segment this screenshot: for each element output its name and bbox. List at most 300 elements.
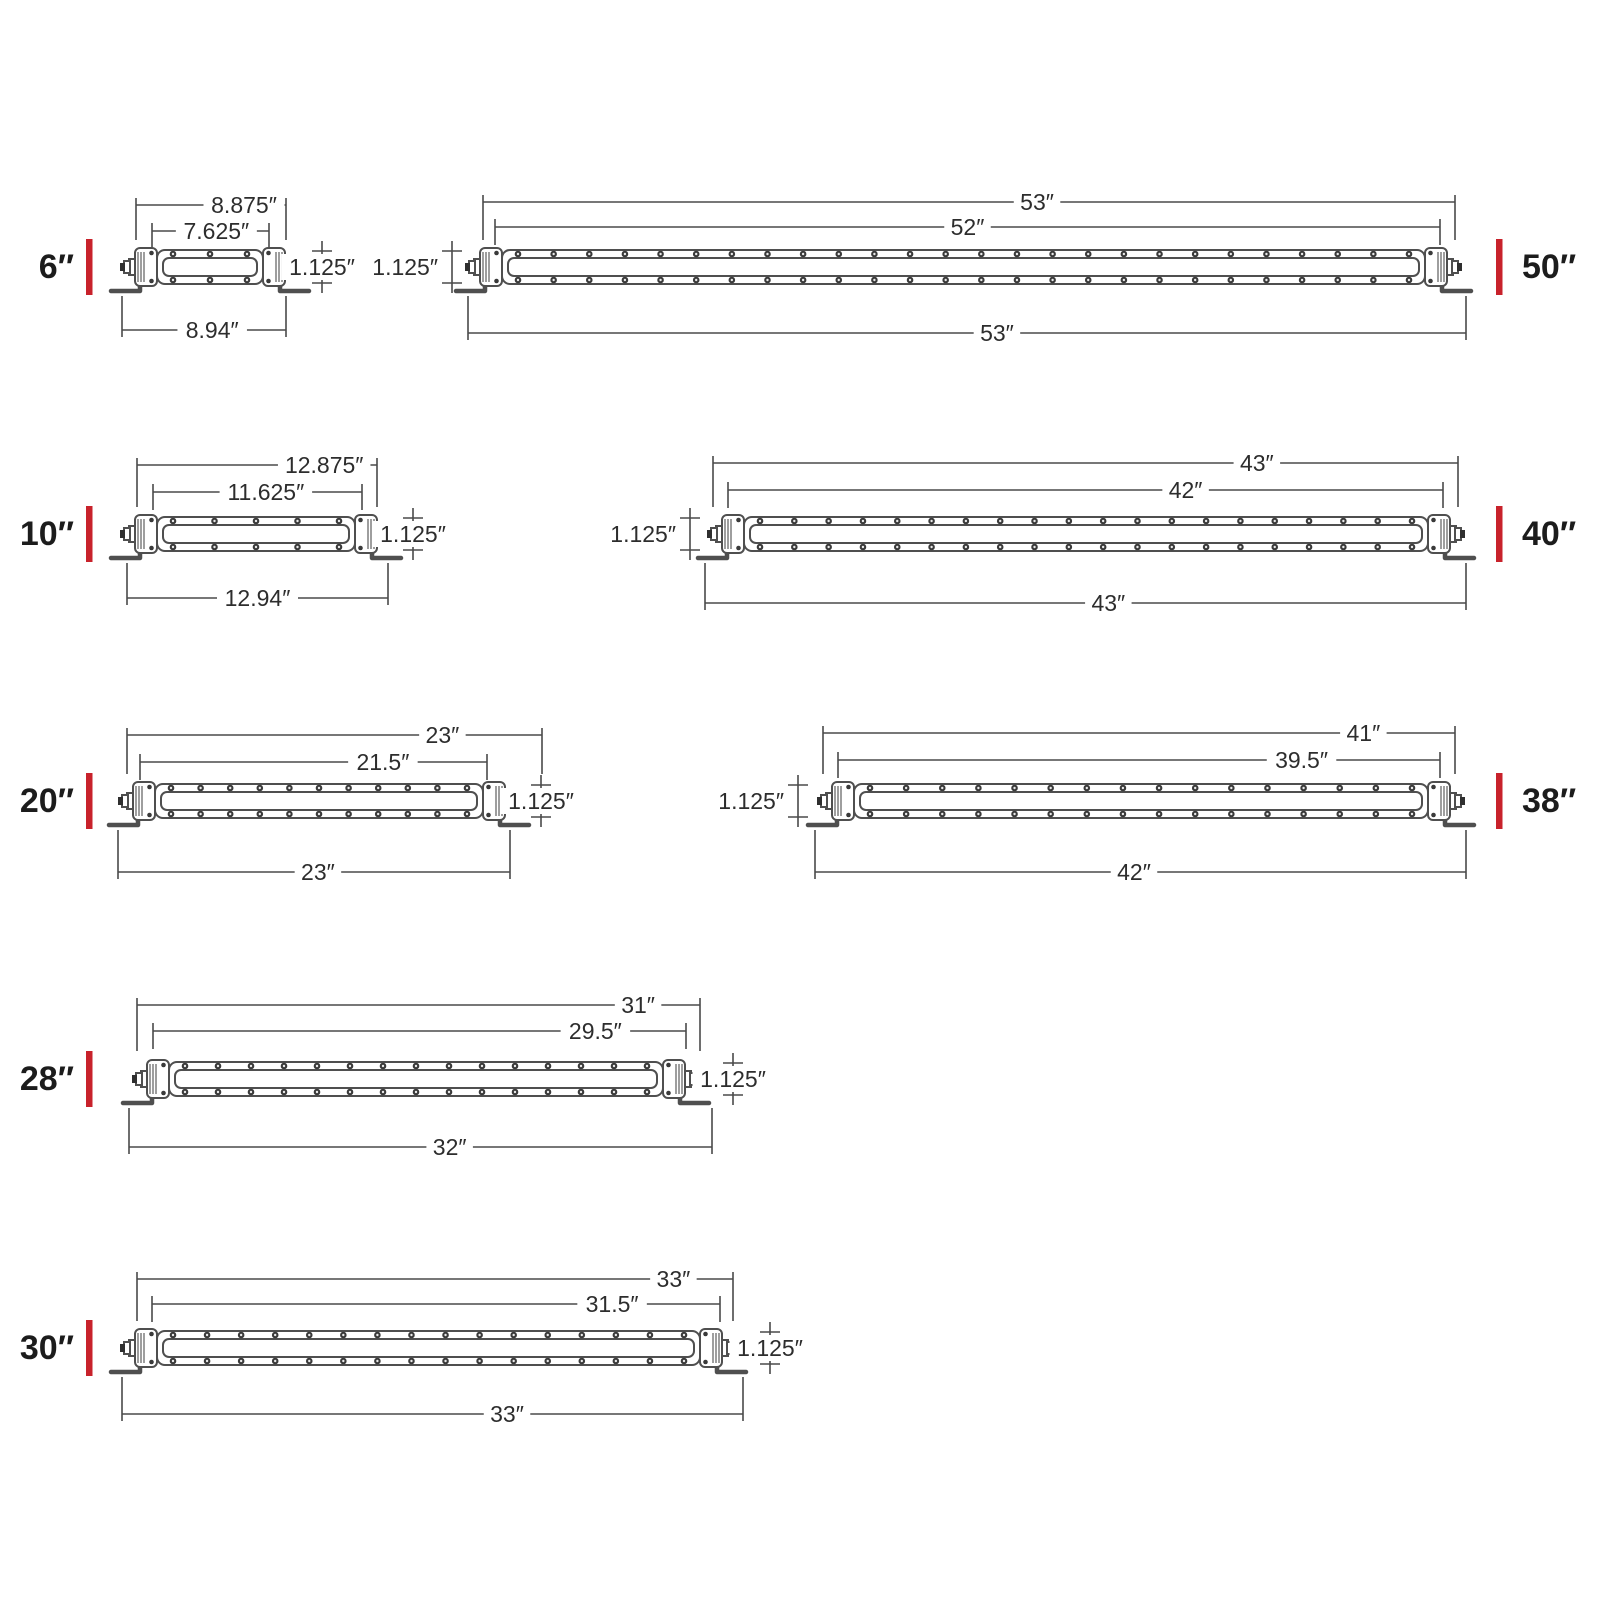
rail-screw-center — [410, 1334, 412, 1336]
cap-bolt — [666, 1091, 671, 1096]
rail-screw-center — [415, 1065, 417, 1067]
rail-screw-center — [283, 1091, 285, 1093]
cap-bolt — [486, 813, 491, 818]
lightbar-group-28in — [20, 992, 774, 1160]
rail-screw-center — [172, 546, 174, 548]
dim-label: 8.94″ — [185, 317, 239, 343]
rail-screw-center — [296, 520, 298, 522]
rail-screw-center — [229, 813, 231, 815]
rail-screw-center — [410, 1360, 412, 1362]
rail-screw-center — [349, 1091, 351, 1093]
rail-screw-center — [466, 813, 468, 815]
cap-bolt — [149, 251, 154, 256]
dim-label: 32″ — [432, 1134, 467, 1160]
rail-screw-center — [1301, 279, 1303, 281]
red-size-marker — [86, 239, 93, 295]
rail-screw-center — [448, 1091, 450, 1093]
rail-screw-center — [999, 546, 1001, 548]
dim-label: 8.875″ — [211, 192, 277, 218]
rail-screw-center — [213, 520, 215, 522]
rail-screw-center — [199, 813, 201, 815]
rail-screw-center — [1158, 787, 1160, 789]
rail-screw-center — [250, 1091, 252, 1093]
rail-screw-center — [581, 1334, 583, 1336]
rail-screw-center — [338, 520, 340, 522]
rail-screw-center — [250, 1065, 252, 1067]
dim-label: 21.5″ — [356, 749, 410, 775]
rail-screw-center — [259, 787, 261, 789]
cap-bolt — [486, 785, 491, 790]
rail-screw-center — [896, 546, 898, 548]
size-label: 40″ — [1522, 515, 1577, 553]
cap-bolt — [149, 546, 154, 551]
cap-bolt — [149, 1360, 154, 1365]
cap-bolt — [1428, 279, 1433, 284]
rail-screw-center — [172, 279, 174, 281]
rail-screw-center — [274, 1360, 276, 1362]
rail-screw-center — [965, 546, 967, 548]
rail-screw-center — [1122, 813, 1124, 815]
rail-screw-center — [838, 253, 840, 255]
lightbar-group-6in — [39, 192, 363, 343]
rail-screw-center — [659, 279, 661, 281]
lightbar-group-20in — [20, 722, 582, 885]
cap-bolt — [161, 1063, 166, 1068]
rail-screw-center — [1158, 279, 1160, 281]
cap-bolt — [666, 1063, 671, 1068]
rail-screw-center — [1016, 279, 1018, 281]
rail-screw-center — [944, 279, 946, 281]
rail-screw-center — [172, 1334, 174, 1336]
rail-screw-center — [213, 546, 215, 548]
rail-screw-center — [1375, 813, 1377, 815]
rail-screw-center — [1087, 253, 1089, 255]
rail-screw-center — [1230, 253, 1232, 255]
rail-screw-center — [246, 279, 248, 281]
rail-screw-center — [731, 253, 733, 255]
end-connector-tip — [118, 797, 123, 805]
rail-screw-center — [436, 813, 438, 815]
rail-screw-center — [255, 520, 257, 522]
rail-screw-center — [683, 1334, 685, 1336]
rail-screw-center — [209, 279, 211, 281]
rail-screw-center — [1013, 813, 1015, 815]
rail-screw-center — [547, 1091, 549, 1093]
rail-screw-center — [512, 1334, 514, 1336]
cap-bolt — [1431, 785, 1436, 790]
rail-screw-center — [1376, 546, 1378, 548]
cap-bolt — [266, 279, 271, 284]
cap-bolt — [149, 279, 154, 284]
rail-screw-center — [288, 787, 290, 789]
dim-label: 39.5″ — [1275, 747, 1329, 773]
bar-lens — [175, 1070, 657, 1088]
rail-screw-center — [478, 1334, 480, 1336]
rail-screw-center — [552, 279, 554, 281]
dim-label: 23″ — [425, 722, 460, 748]
rail-screw-center — [977, 787, 979, 789]
rail-screw-center — [547, 1360, 549, 1362]
bar-lens — [163, 525, 349, 543]
rail-screw-center — [649, 1334, 651, 1336]
red-size-marker — [1496, 773, 1503, 829]
cap-bolt — [1431, 813, 1436, 818]
rail-screw-center — [229, 787, 231, 789]
rail-screw-center — [209, 253, 211, 255]
dim-label: 12.875″ — [284, 452, 364, 478]
rail-screw-center — [1171, 520, 1173, 522]
rail-screw-center — [802, 279, 804, 281]
rail-screw-center — [615, 1360, 617, 1362]
rail-screw-center — [199, 787, 201, 789]
rail-screw-center — [407, 813, 409, 815]
rail-screw-center — [316, 1065, 318, 1067]
cap-bolt — [736, 518, 741, 523]
size-label: 10″ — [19, 515, 74, 553]
size-label: 38″ — [1522, 782, 1577, 820]
rail-screw-center — [1337, 279, 1339, 281]
dim-label: 53″ — [1020, 189, 1054, 215]
lightbar-group-38in — [703, 720, 1576, 885]
height-dim-label: 1.125″ — [718, 788, 784, 814]
rail-screw-center — [624, 253, 626, 255]
cap-bolt — [846, 785, 851, 790]
rail-screw-center — [1194, 253, 1196, 255]
cap-bolt — [736, 546, 741, 551]
rail-screw-center — [1033, 520, 1035, 522]
rail-screw-center — [274, 1334, 276, 1336]
rail-screw-center — [613, 1091, 615, 1093]
rail-screw-center — [1049, 813, 1051, 815]
dim-label: 31″ — [621, 992, 655, 1018]
rail-screw-center — [382, 1065, 384, 1067]
rail-screw-center — [206, 1360, 208, 1362]
rail-screw-center — [624, 279, 626, 281]
rail-screw-center — [1411, 520, 1413, 522]
rail-screw-center — [827, 546, 829, 548]
rail-screw-center — [905, 787, 907, 789]
rail-screw-center — [415, 1091, 417, 1093]
rail-screw-center — [1086, 787, 1088, 789]
rail-screw-center — [862, 520, 864, 522]
rail-screw-center — [478, 1360, 480, 1362]
rail-screw-center — [1274, 546, 1276, 548]
rail-screw-center — [1266, 787, 1268, 789]
rail-screw-center — [580, 1091, 582, 1093]
rail-screw-center — [259, 813, 261, 815]
dim-label: 31.5″ — [585, 1291, 639, 1317]
rail-screw-center — [1239, 520, 1241, 522]
rail-screw-center — [649, 1360, 651, 1362]
rail-screw-center — [517, 279, 519, 281]
rail-screw-center — [646, 1065, 648, 1067]
rail-screw-center — [448, 1065, 450, 1067]
rail-screw-center — [1087, 279, 1089, 281]
rail-screw-center — [873, 279, 875, 281]
rail-screw-center — [944, 253, 946, 255]
rail-screw-center — [318, 787, 320, 789]
rail-screw-center — [1411, 813, 1413, 815]
rail-screw-center — [1194, 813, 1196, 815]
rail-screw-center — [759, 520, 761, 522]
height-dim-label: 1.125″ — [372, 254, 438, 280]
rail-screw-center — [1158, 253, 1160, 255]
cap-bolt — [1428, 251, 1433, 256]
rail-screw-center — [517, 253, 519, 255]
dim-label: 42″ — [1117, 859, 1151, 885]
rail-screw-center — [1408, 279, 1410, 281]
dim-label: 42″ — [1168, 477, 1203, 503]
rail-screw-center — [296, 546, 298, 548]
rail-screw-center — [342, 1334, 344, 1336]
cap-bolt — [358, 518, 363, 523]
bar-lens — [750, 525, 1422, 543]
rail-screw-center — [793, 546, 795, 548]
rail-screw-center — [217, 1065, 219, 1067]
height-dim-label: 1.125″ — [508, 788, 574, 814]
rail-screw-center — [1194, 787, 1196, 789]
size-label: 28″ — [19, 1060, 74, 1098]
rail-screw-center — [1049, 787, 1051, 789]
rail-screw-center — [1013, 787, 1015, 789]
rail-screw-center — [1266, 813, 1268, 815]
rail-screw-center — [184, 1065, 186, 1067]
height-dim-label: 1.125″ — [380, 521, 446, 547]
end-connector-tip — [1460, 530, 1465, 538]
dim-label: 43″ — [1239, 450, 1274, 476]
rail-screw-center — [695, 279, 697, 281]
rail-screw-center — [580, 1065, 582, 1067]
rail-screw-center — [1205, 546, 1207, 548]
rail-screw-center — [338, 546, 340, 548]
cap-bolt — [161, 1091, 166, 1096]
red-size-marker — [86, 506, 93, 562]
rail-screw-center — [1051, 253, 1053, 255]
rail-screw-center — [905, 813, 907, 815]
rail-screw-center — [869, 813, 871, 815]
lightbar-group-30in — [20, 1266, 811, 1427]
dim-label: 52″ — [950, 214, 985, 240]
dim-label: 53″ — [980, 320, 1014, 346]
rail-screw-center — [980, 253, 982, 255]
dim-label: 33″ — [656, 1266, 691, 1292]
rail-screw-center — [376, 1360, 378, 1362]
rail-screw-center — [1230, 279, 1232, 281]
rail-screw-center — [347, 813, 349, 815]
rail-screw-center — [1376, 520, 1378, 522]
rail-screw-center — [407, 787, 409, 789]
height-dim-label: 1.125″ — [737, 1335, 803, 1361]
rail-screw-center — [206, 1334, 208, 1336]
end-connector-tip — [1460, 797, 1465, 805]
cap-bolt — [266, 251, 271, 256]
dim-label: 12.94″ — [224, 585, 291, 611]
dim-label: 43″ — [1091, 590, 1126, 616]
rail-screw-center — [172, 253, 174, 255]
rail-screw-center — [547, 1065, 549, 1067]
rail-screw-center — [613, 1065, 615, 1067]
rail-screw-center — [999, 520, 1001, 522]
rail-screw-center — [444, 1360, 446, 1362]
rail-screw-center — [941, 813, 943, 815]
rail-screw-center — [1265, 253, 1267, 255]
rail-screw-center — [316, 1091, 318, 1093]
dim-label: 23″ — [301, 859, 335, 885]
rail-screw-center — [1372, 279, 1374, 281]
end-connector-tip — [1457, 263, 1462, 271]
red-size-marker — [1496, 239, 1503, 295]
rail-screw-center — [1408, 253, 1410, 255]
rail-screw-center — [862, 546, 864, 548]
rail-screw-center — [444, 1334, 446, 1336]
rail-screw-center — [172, 520, 174, 522]
rail-screw-center — [1205, 520, 1207, 522]
rail-screw-center — [376, 1334, 378, 1336]
rail-screw-center — [980, 279, 982, 281]
bar-lens — [860, 792, 1422, 810]
rail-screw-center — [512, 1360, 514, 1362]
rail-screw-center — [1308, 546, 1310, 548]
rail-screw-center — [1337, 253, 1339, 255]
rail-screw-center — [547, 1334, 549, 1336]
rail-screw-center — [1051, 279, 1053, 281]
rail-screw-center — [1411, 787, 1413, 789]
rail-screw-center — [1171, 546, 1173, 548]
cap-bolt — [494, 279, 499, 284]
rail-screw-center — [1339, 787, 1341, 789]
red-size-marker — [86, 1320, 93, 1376]
rail-screw-center — [588, 253, 590, 255]
size-label: 30″ — [19, 1329, 74, 1367]
rail-screw-center — [1239, 546, 1241, 548]
rail-screw-center — [184, 1091, 186, 1093]
rail-screw-center — [246, 253, 248, 255]
rail-screw-center — [436, 787, 438, 789]
cap-bolt — [147, 785, 152, 790]
rail-screw-center — [1342, 546, 1344, 548]
cap-bolt — [1431, 546, 1436, 551]
end-connector-tip — [120, 530, 125, 538]
rail-screw-center — [941, 787, 943, 789]
rail-screw-center — [1230, 787, 1232, 789]
rail-screw-center — [1230, 813, 1232, 815]
rail-screw-center — [1033, 546, 1035, 548]
rail-screw-center — [793, 520, 795, 522]
rail-screw-center — [588, 279, 590, 281]
rail-screw-center — [683, 1360, 685, 1362]
lightbar-group-40in — [595, 450, 1576, 616]
rail-screw-center — [838, 279, 840, 281]
rail-screw-center — [869, 787, 871, 789]
rail-screw-center — [288, 813, 290, 815]
cap-bolt — [149, 1332, 154, 1337]
rail-screw-center — [615, 1334, 617, 1336]
rail-screw-center — [896, 520, 898, 522]
lightbar-group-50in — [357, 189, 1576, 346]
rail-screw-center — [766, 253, 768, 255]
lightbar-group-10in — [20, 452, 454, 611]
height-dim-label: 1.125″ — [289, 254, 355, 280]
rail-screw-center — [240, 1334, 242, 1336]
rail-screw-center — [377, 787, 379, 789]
red-size-marker — [1496, 506, 1503, 562]
rail-screw-center — [1086, 813, 1088, 815]
rail-screw-center — [172, 1360, 174, 1362]
rail-screw-center — [731, 279, 733, 281]
rail-screw-center — [552, 253, 554, 255]
rail-screw-center — [170, 787, 172, 789]
rail-screw-center — [318, 813, 320, 815]
rail-screw-center — [1265, 279, 1267, 281]
rail-screw-center — [1102, 520, 1104, 522]
rail-screw-center — [1136, 546, 1138, 548]
rail-screw-center — [1158, 813, 1160, 815]
red-size-marker — [86, 1051, 93, 1107]
rail-screw-center — [342, 1360, 344, 1362]
cap-bolt — [147, 813, 152, 818]
bar-lens — [508, 258, 1419, 276]
size-label: 20″ — [19, 782, 74, 820]
rail-screw-center — [466, 787, 468, 789]
end-connector-tip — [465, 263, 470, 271]
rail-screw-center — [217, 1091, 219, 1093]
rail-screw-center — [1302, 787, 1304, 789]
rail-screw-center — [1302, 813, 1304, 815]
rail-screw-center — [1372, 253, 1374, 255]
rail-screw-center — [581, 1360, 583, 1362]
rail-screw-center — [1122, 787, 1124, 789]
height-dim-label: 1.125″ — [700, 1066, 766, 1092]
rail-screw-center — [1339, 813, 1341, 815]
rail-screw-center — [1194, 279, 1196, 281]
cap-bolt — [149, 518, 154, 523]
rail-screw-center — [1136, 520, 1138, 522]
end-connector-tip — [120, 263, 125, 271]
cap-bolt — [494, 251, 499, 256]
red-size-marker — [86, 773, 93, 829]
cap-bolt — [846, 813, 851, 818]
rail-screw-center — [481, 1065, 483, 1067]
rail-screw-center — [1068, 546, 1070, 548]
rail-screw-center — [1411, 546, 1413, 548]
rail-screw-center — [1342, 520, 1344, 522]
cap-bolt — [703, 1360, 708, 1365]
rail-screw-center — [347, 787, 349, 789]
rail-screw-center — [759, 546, 761, 548]
dim-label: 7.625″ — [183, 218, 250, 244]
rail-screw-center — [1123, 279, 1125, 281]
dim-label: 29.5″ — [568, 1018, 622, 1044]
bar-lens — [161, 792, 477, 810]
rail-screw-center — [766, 279, 768, 281]
rail-screw-center — [255, 546, 257, 548]
dim-label: 33″ — [490, 1401, 524, 1427]
rail-screw-center — [873, 253, 875, 255]
rail-screw-center — [977, 813, 979, 815]
rail-screw-center — [1102, 546, 1104, 548]
cap-bolt — [703, 1332, 708, 1337]
rail-screw-center — [283, 1065, 285, 1067]
rail-screw-center — [827, 520, 829, 522]
cap-bolt — [358, 546, 363, 551]
rail-screw-center — [802, 253, 804, 255]
rail-screw-center — [909, 253, 911, 255]
rail-screw-center — [1301, 253, 1303, 255]
height-dim-label: 1.125″ — [610, 521, 676, 547]
end-connector-tip — [817, 797, 822, 805]
rail-screw-center — [1068, 520, 1070, 522]
dim-label: 11.625″ — [227, 479, 305, 505]
